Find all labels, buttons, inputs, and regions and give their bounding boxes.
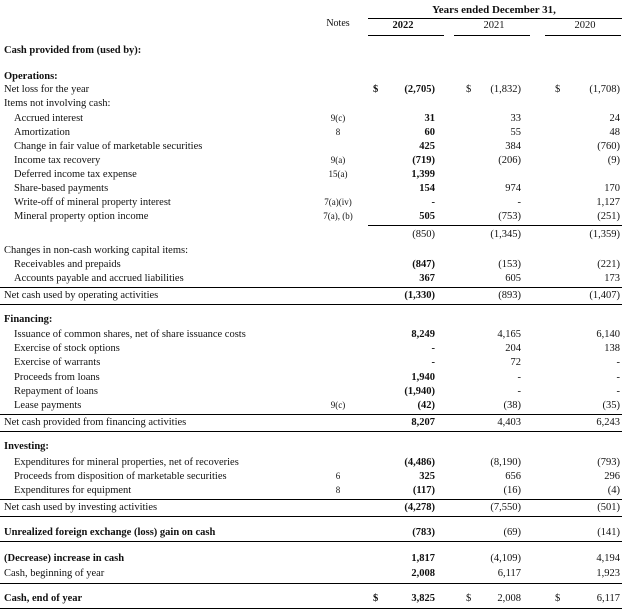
row-share-based-payments [0,183,624,196]
value-2020: - [616,357,620,368]
value-2022: (847) [412,259,435,270]
value-2022: - [431,357,435,368]
value-2020: - [616,372,620,383]
row-label: Changes in non-cash working capital items: [4,245,189,256]
row-label: Cash, end of year [4,593,83,604]
row-payables [0,273,624,286]
value-2020: (1,407) [589,290,620,301]
row-exp-equipment [0,485,624,498]
value-2020: 6,140 [596,329,620,340]
value-2020: 6,243 [596,417,620,428]
value-2022: 1,399 [411,169,435,180]
value-2021: (69) [503,527,521,538]
row-warrants [0,357,624,370]
value-2022: 60 [424,127,435,138]
value-2020: (9) [607,155,620,166]
value-2021: (16) [503,485,521,496]
value-2021: 384 [505,141,521,152]
row-label: Cash, beginning of year [4,568,105,579]
rule-operating-total [0,287,622,288]
row-cash-end [0,593,624,606]
row-cash-beginning [0,568,624,581]
value-2022: 154 [419,183,435,194]
value-2020: 24 [609,113,620,124]
currency-2022: $ [373,84,379,95]
value-2020: (760) [597,141,620,152]
value-2022: 8,207 [411,417,435,428]
value-2022: (117) [412,485,435,496]
row-label: Accrued interest [14,113,84,124]
row-label: Net cash used by operating activities [4,290,159,301]
value-2021: 656 [505,471,521,482]
currency-2022: $ [373,593,379,604]
row-issuance [0,329,624,342]
col-2022-header: 2022 [392,20,414,31]
value-2021: 33 [510,113,521,124]
row-change-in-cash [0,553,624,566]
value-2021: 72 [510,357,521,368]
row-label: Change in fair value of marketable securities [14,141,203,152]
value-2022: 367 [419,273,435,284]
value-2022: - [431,197,435,208]
row-label: Proceeds from loans [14,372,100,383]
value-2022: 2,008 [411,568,435,579]
value-2020: (35) [602,400,620,411]
row-unrealized-fx [0,527,624,540]
subtotal-rule [368,225,622,226]
row-receivables [0,259,624,272]
value-2020: 173 [604,273,620,284]
row-repayment-loans [0,386,624,399]
row-net-cash-investing [0,502,624,515]
col-2020-underline [545,35,621,36]
value-2021: 4,165 [497,329,521,340]
row-label: Repayment of loans [14,386,98,397]
value-2021: 2,008 [497,593,521,604]
rule-cash-end-top [0,583,622,584]
row-income-tax-recovery [0,155,624,168]
row-proceeds-loans [0,372,624,385]
rule-investing-bottom [0,516,622,517]
row-note: 7(a), (b) [323,211,353,221]
row-label: Deferred income tax expense [14,169,137,180]
value-2021: (153) [498,259,521,270]
row-note: 9(c) [330,400,346,410]
row-label: Income tax recovery [14,155,101,166]
value-2020: (221) [597,259,620,270]
row-note: 9(c) [330,113,346,123]
value-2021: (4,109) [490,553,521,564]
value-2022: (4,278) [404,502,435,513]
row-label: Net cash provided from financing activities [4,417,187,428]
currency-2021: $ [466,84,472,95]
value-2022: (1,940) [404,386,435,397]
value-2020: (251) [597,211,620,222]
currency-2020: $ [555,593,561,604]
value-2021: (893) [498,290,521,301]
row-label: (Decrease) increase in cash [4,553,125,564]
value-2021: (8,190) [490,457,521,468]
value-2020: 138 [604,343,620,354]
row-exp-mineral [0,457,624,470]
rule-financing-total [0,414,622,415]
value-2020: 48 [609,127,620,138]
row-deferred-tax [0,169,624,182]
row-stock-options [0,343,624,356]
row-label: Amortization [14,127,70,138]
value-2022: (2,705) [404,84,435,95]
row-label: Net cash used by investing activities [4,502,158,513]
row-label: Write-off of mineral property interest [14,197,171,208]
section-financing [0,314,624,327]
row-label: Items not involving cash: [4,98,111,109]
rule-cash-end-bottom [0,608,622,609]
row-note: 6 [335,471,341,481]
value-2021: (1,345) [490,229,521,240]
value-2021: 605 [505,273,521,284]
value-2021: (753) [498,211,521,222]
value-2020: (793) [597,457,620,468]
row-amortization [0,127,624,140]
value-2020: (501) [597,502,620,513]
currency-2020: $ [555,84,561,95]
value-2020: (1,708) [589,84,620,95]
row-label: Lease payments [14,400,82,411]
row-label: Receivables and prepaids [14,259,121,270]
notes-header: Notes [326,18,350,29]
col-2021-header: 2021 [483,20,505,31]
col-2022-underline [368,35,444,36]
row-label: Expenditures for equipment [14,485,132,496]
value-2021: (7,550) [490,502,521,513]
row-label: Net loss for the year [4,84,90,95]
value-2020: 170 [604,183,620,194]
row-label: Expenditures for mineral properties, net of recoveries [14,457,239,468]
value-2020: 296 [604,471,620,482]
row-label: Financing: [4,314,53,325]
row-note: 7(a)(iv) [324,197,352,207]
value-2022: (783) [412,527,435,538]
value-2020: - [616,386,620,397]
value-2022: (850) [412,229,435,240]
row-label: Mineral property option income [14,211,149,222]
value-2022: 325 [419,471,435,482]
row-option-income [0,211,624,224]
value-2022: 8,249 [411,329,435,340]
value-2021: 974 [505,183,521,194]
value-2021: 204 [505,343,521,354]
value-2021: (1,832) [490,84,521,95]
value-2022: (1,330) [404,290,435,301]
value-2022: (719) [412,155,435,166]
row-label: Accounts payable and accrued liabilities [14,273,184,284]
value-2022: (42) [417,400,435,411]
section-investing [0,441,624,454]
value-2021: (38) [503,400,521,411]
row-label: Share-based payments [14,183,109,194]
value-2022: 505 [419,211,435,222]
row-lease-payments [0,400,624,413]
row-write-off [0,197,624,210]
row-net-loss [0,84,624,97]
row-label: Exercise of warrants [14,357,101,368]
value-2020: (141) [597,527,620,538]
value-2021: - [517,386,521,397]
row-label: Proceeds from disposition of marketable securities [14,471,227,482]
rule-operating-bottom [0,304,622,305]
row-label: Investing: [4,441,49,452]
currency-2021: $ [466,593,472,604]
value-2022: 425 [419,141,435,152]
header-rule [368,18,622,19]
row-label: Exercise of stock options [14,343,120,354]
value-2020: 1,127 [596,197,620,208]
value-2022: 1,940 [411,372,435,383]
row-subtotal-operations [0,229,624,242]
row-label: Operations: [4,71,58,82]
value-2021: - [517,372,521,383]
section-operations [0,71,624,84]
row-fair-value-change [0,141,624,154]
value-2021: 6,117 [497,568,521,579]
value-2021: 4,403 [497,417,521,428]
row-proceeds-disposition [0,471,624,484]
value-2020: (1,359) [589,229,620,240]
value-2022: (4,486) [404,457,435,468]
value-2020: 1,923 [596,568,620,579]
row-note: 15(a) [328,169,348,179]
row-label: Cash provided from (used by): [4,45,142,56]
value-2020: 6,117 [596,593,620,604]
value-2021: - [517,197,521,208]
row-note: 9(a) [330,155,346,165]
row-note: 8 [335,485,341,495]
value-2020: 4,194 [596,553,620,564]
rule-financing-bottom [0,431,622,432]
row-net-cash-operating [0,290,624,303]
value-2021: 55 [510,127,521,138]
value-2022: 1,817 [411,553,435,564]
rule-investing-total [0,499,622,500]
row-accrued-interest [0,113,624,126]
row-note: 8 [335,127,341,137]
value-2022: 3,825 [411,593,435,604]
value-2022: - [431,343,435,354]
section-cash-provided [0,45,624,58]
row-label: Unrealized foreign exchange (loss) gain on cash [4,527,216,538]
row-changes-working-capital [0,245,624,258]
row-label: Issuance of common shares, net of share issuance costs [14,329,246,340]
row-items-not-involving-cash [0,98,624,111]
col-2021-underline [454,35,530,36]
value-2020: (4) [607,485,620,496]
rule-fx-bottom [0,541,622,542]
col-2020-header: 2020 [574,20,596,31]
years-ended-header: Years ended December 31, [432,4,556,16]
value-2021: (206) [498,155,521,166]
row-net-cash-financing [0,417,624,430]
value-2022: 31 [424,113,435,124]
